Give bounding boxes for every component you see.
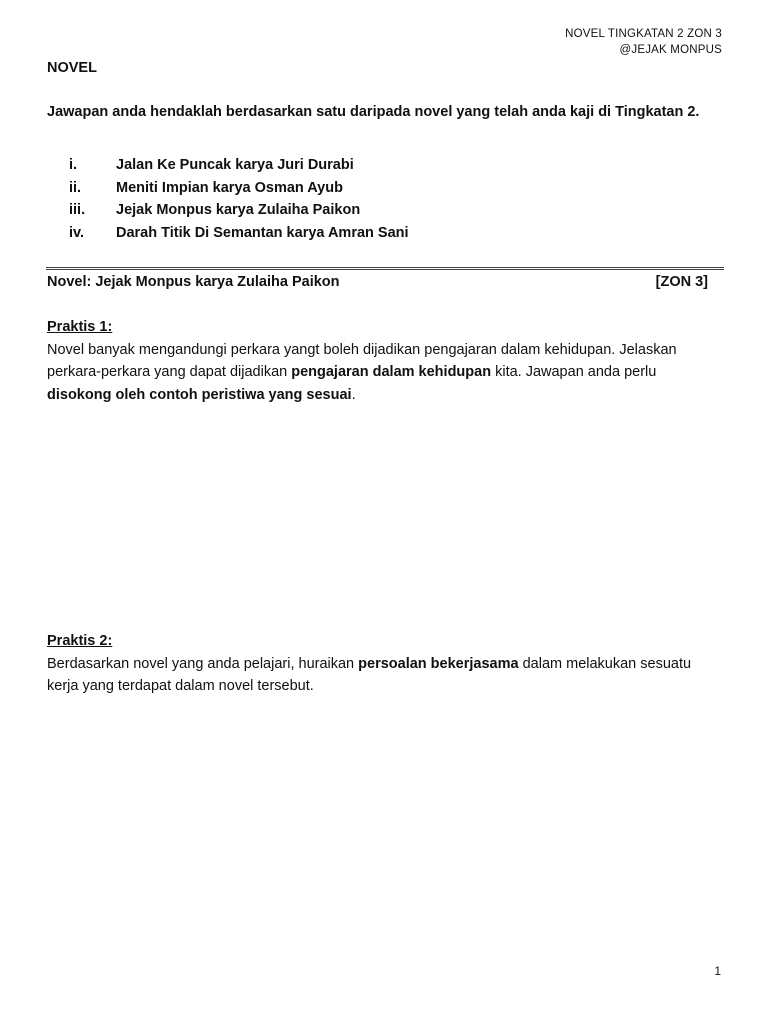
list-item-number: iii. [69, 202, 86, 218]
practice-2-title: Praktis 2: [47, 633, 113, 649]
page-title: NOVEL [47, 60, 97, 76]
practice-1 [47, 316, 717, 406]
practice-1-emphasis-b: disokong oleh contoh peristiwa yang sesuai [47, 386, 352, 403]
section-heading [47, 271, 708, 293]
section-divider [46, 267, 724, 270]
practice-1-text-c: . [351, 386, 356, 403]
list-item [69, 199, 409, 222]
practice-2-emphasis-a: persoalan bekerjasama [358, 655, 519, 672]
section-novel-label: Novel: Jejak Monpus karya Zulaiha Paikon [47, 274, 340, 290]
novel-list [69, 154, 409, 244]
practice-1-text-b: kita. Jawapan anda perlu [491, 364, 657, 380]
instruction-text: Jawapan anda hendaklah berdasarkan satu daripada novel yang telah anda kaji di Tingkatan 2. [47, 104, 700, 120]
practice-1-emphasis-a: pengajaran dalam kehidupan [291, 364, 492, 380]
page-number: 1 [714, 964, 721, 978]
section-zone-label: [ZON 3] [655, 274, 708, 290]
list-item [69, 154, 409, 177]
list-item [69, 177, 409, 200]
practice-2-text-a: Berdasarkan novel yang anda pelajari, huraikan [47, 655, 359, 672]
header-line-2: @JEJAK MONPUS [619, 44, 722, 56]
practice-2 [47, 630, 717, 698]
practice-1-text-a: Novel banyak mengandungi perkara yangt boleh dijadikan pengajaran dalam kehidupan. Jelaskan perkara-perkara yang dapat dijadikan [47, 341, 677, 380]
list-item-number: ii. [69, 179, 82, 196]
practice-1-title: Praktis 1: [47, 319, 113, 335]
list-item-number: i. [69, 157, 78, 173]
list-item-text: Darah Titik Di Semantan karya Amran Sani [116, 224, 409, 241]
practice-2-text-b: dalam melakukan sesuatu kerja yang terdapat dalam novel tersebut. [47, 655, 692, 694]
list-item-text: Jalan Ke Puncak karya Juri Durabi [116, 157, 354, 173]
list-item [69, 222, 409, 245]
list-item-text: Meniti Impian karya Osman Ayub [116, 179, 343, 196]
document-header [565, 26, 722, 58]
header-line-1: NOVEL TINGKATAN 2 ZON 3 [565, 28, 722, 40]
list-item-text: Jejak Monpus karya Zulaiha Paikon [116, 202, 361, 218]
list-item-number: iv. [69, 224, 85, 241]
